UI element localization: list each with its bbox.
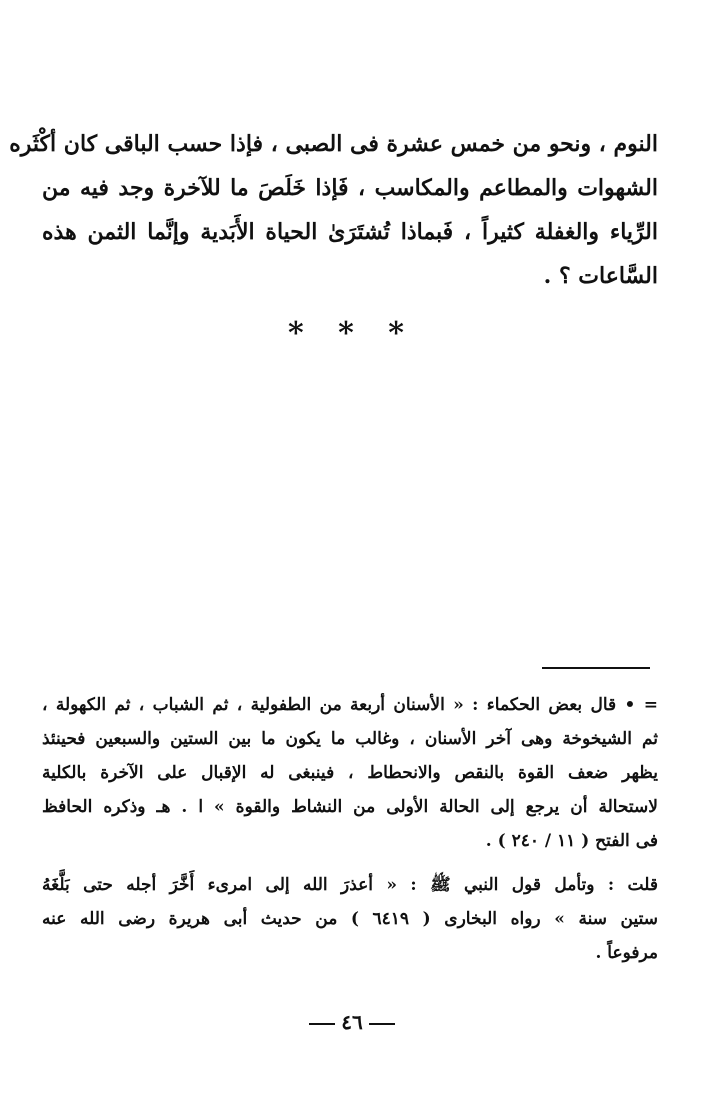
footnote-line: فى الفتح ( ١١ / ٢٤٠ ) . [485,831,658,851]
main-line: الرِّياء والغفلة كثيراً ، فَبماذا تُشتَرَىٰ الحياة الأَبَدية وإنَّما الثمن هذه [42,219,658,245]
footnote-note [42,868,658,970]
footnote-line: لاستحالة أن يرجع إلى الحالة الأولى من النشاط والقوة » ا . هـ وذكره الحافظ [42,797,658,817]
footnote-line: يظهر ضعف القوة بالنقص والانحطاط ، فينبغى له الإقبال على الآخرة بالكلية [42,763,658,783]
main-line: السَّاعات ؟ . [543,263,658,289]
main-line: النوم ، ونحو من خمس عشرة فى الصبى ، فإذا حسب الباقى كان أكْثَره [9,131,658,157]
page-number [0,1010,704,1034]
footnote-line: = • قال بعض الحكماء : « الأسنان أربعة من الطفولية ، ثم الشباب ، ثم الكهولة ، [42,695,658,715]
page-number-dash [309,1023,335,1025]
footnotes [42,688,658,970]
section-separator: * * * [288,316,416,351]
page-number-dash [369,1023,395,1025]
footnote-divider [542,667,650,669]
main-paragraph [9,122,658,298]
main-line: الشهوات والمطاعم والمكاسب ، فَإذا خَلَصَ ما للآخرة وجد فيه من [42,175,658,201]
page-number-value: ٤٦ [341,1010,363,1034]
footnote-continuation [42,688,658,858]
footnote-line: مرفوعاً . [595,943,658,963]
footnote-line: قلت : وتأمل قول النبي ﷺ : « أعذرَ الله إلى امرىء أَخَّرَ أجله حتى بَلَّغَهُ [42,875,658,895]
footnote-line: ستين سنة » رواه البخارى ( ٦٤١٩ ) من حديث أبى هريرة رضى الله عنه [42,909,658,929]
footnote-line: ثم الشيخوخة وهى آخر الأسنان ، وغالب ما يكون ما بين الستين والسبعين فحينئذ [42,729,658,749]
